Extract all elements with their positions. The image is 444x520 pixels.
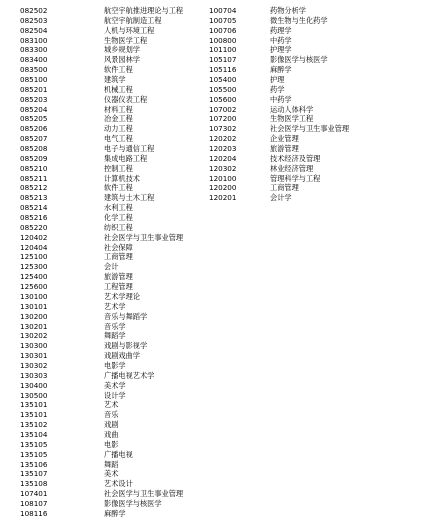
major-name: 广播电视: [104, 449, 133, 459]
major-code: 085206: [20, 124, 48, 134]
major-name: 工商管理: [270, 183, 299, 193]
major-name: 影像医学与核医学: [270, 55, 328, 65]
major-name: 技术经济及管理: [270, 153, 321, 163]
major-code: 107401: [20, 489, 48, 499]
major-code: 135105: [20, 449, 48, 459]
major-name: 旅游管理: [270, 144, 299, 154]
major-name: 音乐: [104, 410, 119, 420]
major-name: 护理学: [270, 45, 292, 55]
major-name: 林业经济管理: [270, 163, 314, 173]
major-code: 105107: [209, 55, 237, 65]
major-name: 化学工程: [104, 213, 133, 223]
major-code: 120402: [20, 232, 48, 242]
major-code: 125600: [20, 282, 48, 292]
major-name: 会计学: [270, 193, 292, 203]
major-code: 085209: [20, 153, 48, 163]
major-code: 085216: [20, 213, 48, 223]
major-code: 105600: [209, 94, 237, 104]
major-code: 125100: [20, 252, 48, 262]
major-code: 130303: [20, 370, 48, 380]
major-code: 135105: [20, 439, 48, 449]
major-name: 中药学: [270, 35, 292, 45]
major-name: 社会医学与卫生事业管理: [104, 489, 184, 499]
major-name: 中药学: [270, 94, 292, 104]
major-name: 美术: [104, 469, 119, 479]
major-name: 戏剧戏曲学: [104, 351, 140, 361]
major-name: 电影学: [104, 360, 126, 370]
major-code: 135106: [20, 459, 48, 469]
major-code: 085201: [20, 84, 48, 94]
major-name: 艺术学理论: [104, 291, 140, 301]
major-name: 建筑学: [104, 75, 126, 85]
major-name: 影像医学与核医学: [104, 498, 162, 508]
major-code: 130202: [20, 331, 48, 341]
major-name: 生物医学工程: [270, 114, 314, 124]
major-name: 企业管理: [270, 134, 299, 144]
major-code: 085204: [20, 104, 48, 114]
major-code: 135102: [20, 420, 48, 430]
major-code: 108116: [20, 508, 48, 518]
major-name: 设计学: [104, 390, 126, 400]
major-code: 085210: [20, 163, 48, 173]
major-code: 085213: [20, 193, 48, 203]
major-name: 生物医学工程: [104, 35, 148, 45]
major-name: 舞蹈: [104, 459, 119, 469]
major-code: 105500: [209, 84, 237, 94]
major-name: 控制工程: [104, 163, 133, 173]
major-name: 城乡规划学: [104, 45, 140, 55]
major-name: 软件工程: [104, 183, 133, 193]
major-code: 085100: [20, 75, 48, 85]
major-code: 120204: [209, 153, 237, 163]
major-name: 社会医学与卫生事业管理: [104, 232, 184, 242]
major-name: 风景园林学: [104, 55, 140, 65]
major-code: 130300: [20, 341, 48, 351]
major-name: 工商管理: [104, 252, 133, 262]
major-name: 建筑与土木工程: [104, 193, 155, 203]
major-name: 广播电视艺术学: [104, 370, 155, 380]
major-name: 美术学: [104, 380, 126, 390]
major-code: 085203: [20, 94, 48, 104]
major-code: 083300: [20, 45, 48, 55]
major-code: 130400: [20, 380, 48, 390]
major-code: 085208: [20, 144, 48, 154]
major-code: 082504: [20, 25, 48, 35]
major-code: 135101: [20, 400, 48, 410]
major-name: 冶金工程: [104, 114, 133, 124]
major-code: 083100: [20, 35, 48, 45]
major-name: 仪器仪表工程: [104, 94, 148, 104]
major-name: 药学: [270, 84, 285, 94]
major-code: 108107: [20, 498, 48, 508]
major-name: 麻醉学: [104, 508, 126, 518]
major-name: 集成电路工程: [104, 153, 148, 163]
major-name: 社会医学与卫生事业管理: [270, 124, 350, 134]
major-code: 130301: [20, 351, 48, 361]
major-name: 舞蹈学: [104, 331, 126, 341]
major-code: 130200: [20, 311, 48, 321]
major-code: 082502: [20, 6, 48, 15]
major-name: 纺织工程: [104, 222, 133, 232]
major-code: 085214: [20, 203, 48, 213]
major-name: 护理: [270, 75, 285, 85]
major-name: 动力工程: [104, 124, 133, 134]
major-name: 材料工程: [104, 104, 133, 114]
major-name: 管理科学与工程: [270, 173, 321, 183]
major-code: 085212: [20, 183, 48, 193]
major-name: 航空宇航推进理论与工程: [104, 6, 184, 15]
major-name: 药物分析学: [270, 6, 306, 15]
major-code: 082503: [20, 15, 48, 25]
major-code: 130500: [20, 390, 48, 400]
major-code: 101100: [209, 45, 237, 55]
major-code: 130101: [20, 301, 48, 311]
major-code: 107302: [209, 124, 237, 134]
major-name: 会计: [104, 262, 119, 272]
major-code: 130100: [20, 291, 48, 301]
major-name: 微生物与生化药学: [270, 15, 328, 25]
major-code: 120404: [20, 242, 48, 252]
major-code: 120100: [209, 173, 237, 183]
major-code: 083500: [20, 65, 48, 75]
major-name: 药理学: [270, 25, 292, 35]
major-name: 工程管理: [104, 282, 133, 292]
major-code: 120201: [209, 193, 237, 203]
major-name: 艺术设计: [104, 479, 133, 489]
major-name: 艺术学: [104, 301, 126, 311]
major-code: 125400: [20, 272, 48, 282]
major-name: 电影: [104, 439, 119, 449]
major-code: 083400: [20, 55, 48, 65]
major-code: 100704: [209, 6, 237, 15]
major-name: 艺术: [104, 400, 119, 410]
major-code: 100705: [209, 15, 237, 25]
major-name: 音乐学: [104, 321, 126, 331]
major-name: 戏曲: [104, 429, 119, 439]
major-code: 107200: [209, 114, 237, 124]
major-code: 100800: [209, 35, 237, 45]
major-code: 085211: [20, 173, 48, 183]
major-code: 100706: [209, 25, 237, 35]
major-name: 运动人体科学: [270, 104, 314, 114]
major-name: 水利工程: [104, 203, 133, 213]
major-name: 戏剧与影视学: [104, 341, 148, 351]
major-code: 130302: [20, 360, 48, 370]
major-code: 085220: [20, 222, 48, 232]
major-name: 机械工程: [104, 84, 133, 94]
major-name: 电气工程: [104, 134, 133, 144]
major-code: 135104: [20, 429, 48, 439]
major-name: 航空宇航制造工程: [104, 15, 162, 25]
major-name: 音乐与舞蹈学: [104, 311, 148, 321]
major-code: 120203: [209, 144, 237, 154]
major-name: 电子与通信工程: [104, 144, 155, 154]
major-name: 旅游管理: [104, 272, 133, 282]
major-code: 107002: [209, 104, 237, 114]
major-code: 105400: [209, 75, 237, 85]
major-code: 135107: [20, 469, 48, 479]
major-name: 人机与环境工程: [104, 25, 155, 35]
major-code: 130201: [20, 321, 48, 331]
major-code: 120200: [209, 183, 237, 193]
major-code: 135108: [20, 479, 48, 489]
major-name: 戏剧: [104, 420, 119, 430]
major-code: 135101: [20, 410, 48, 420]
major-name: 麻醉学: [270, 65, 292, 75]
major-name: 社会保障: [104, 242, 133, 252]
major-name: 计算机技术: [104, 173, 140, 183]
major-code: 105116: [209, 65, 237, 75]
major-code: 085205: [20, 114, 48, 124]
major-code: 120202: [209, 134, 237, 144]
major-code: 125300: [20, 262, 48, 272]
major-code: 120302: [209, 163, 237, 173]
major-code: 085207: [20, 134, 48, 144]
major-name: 软件工程: [104, 65, 133, 75]
